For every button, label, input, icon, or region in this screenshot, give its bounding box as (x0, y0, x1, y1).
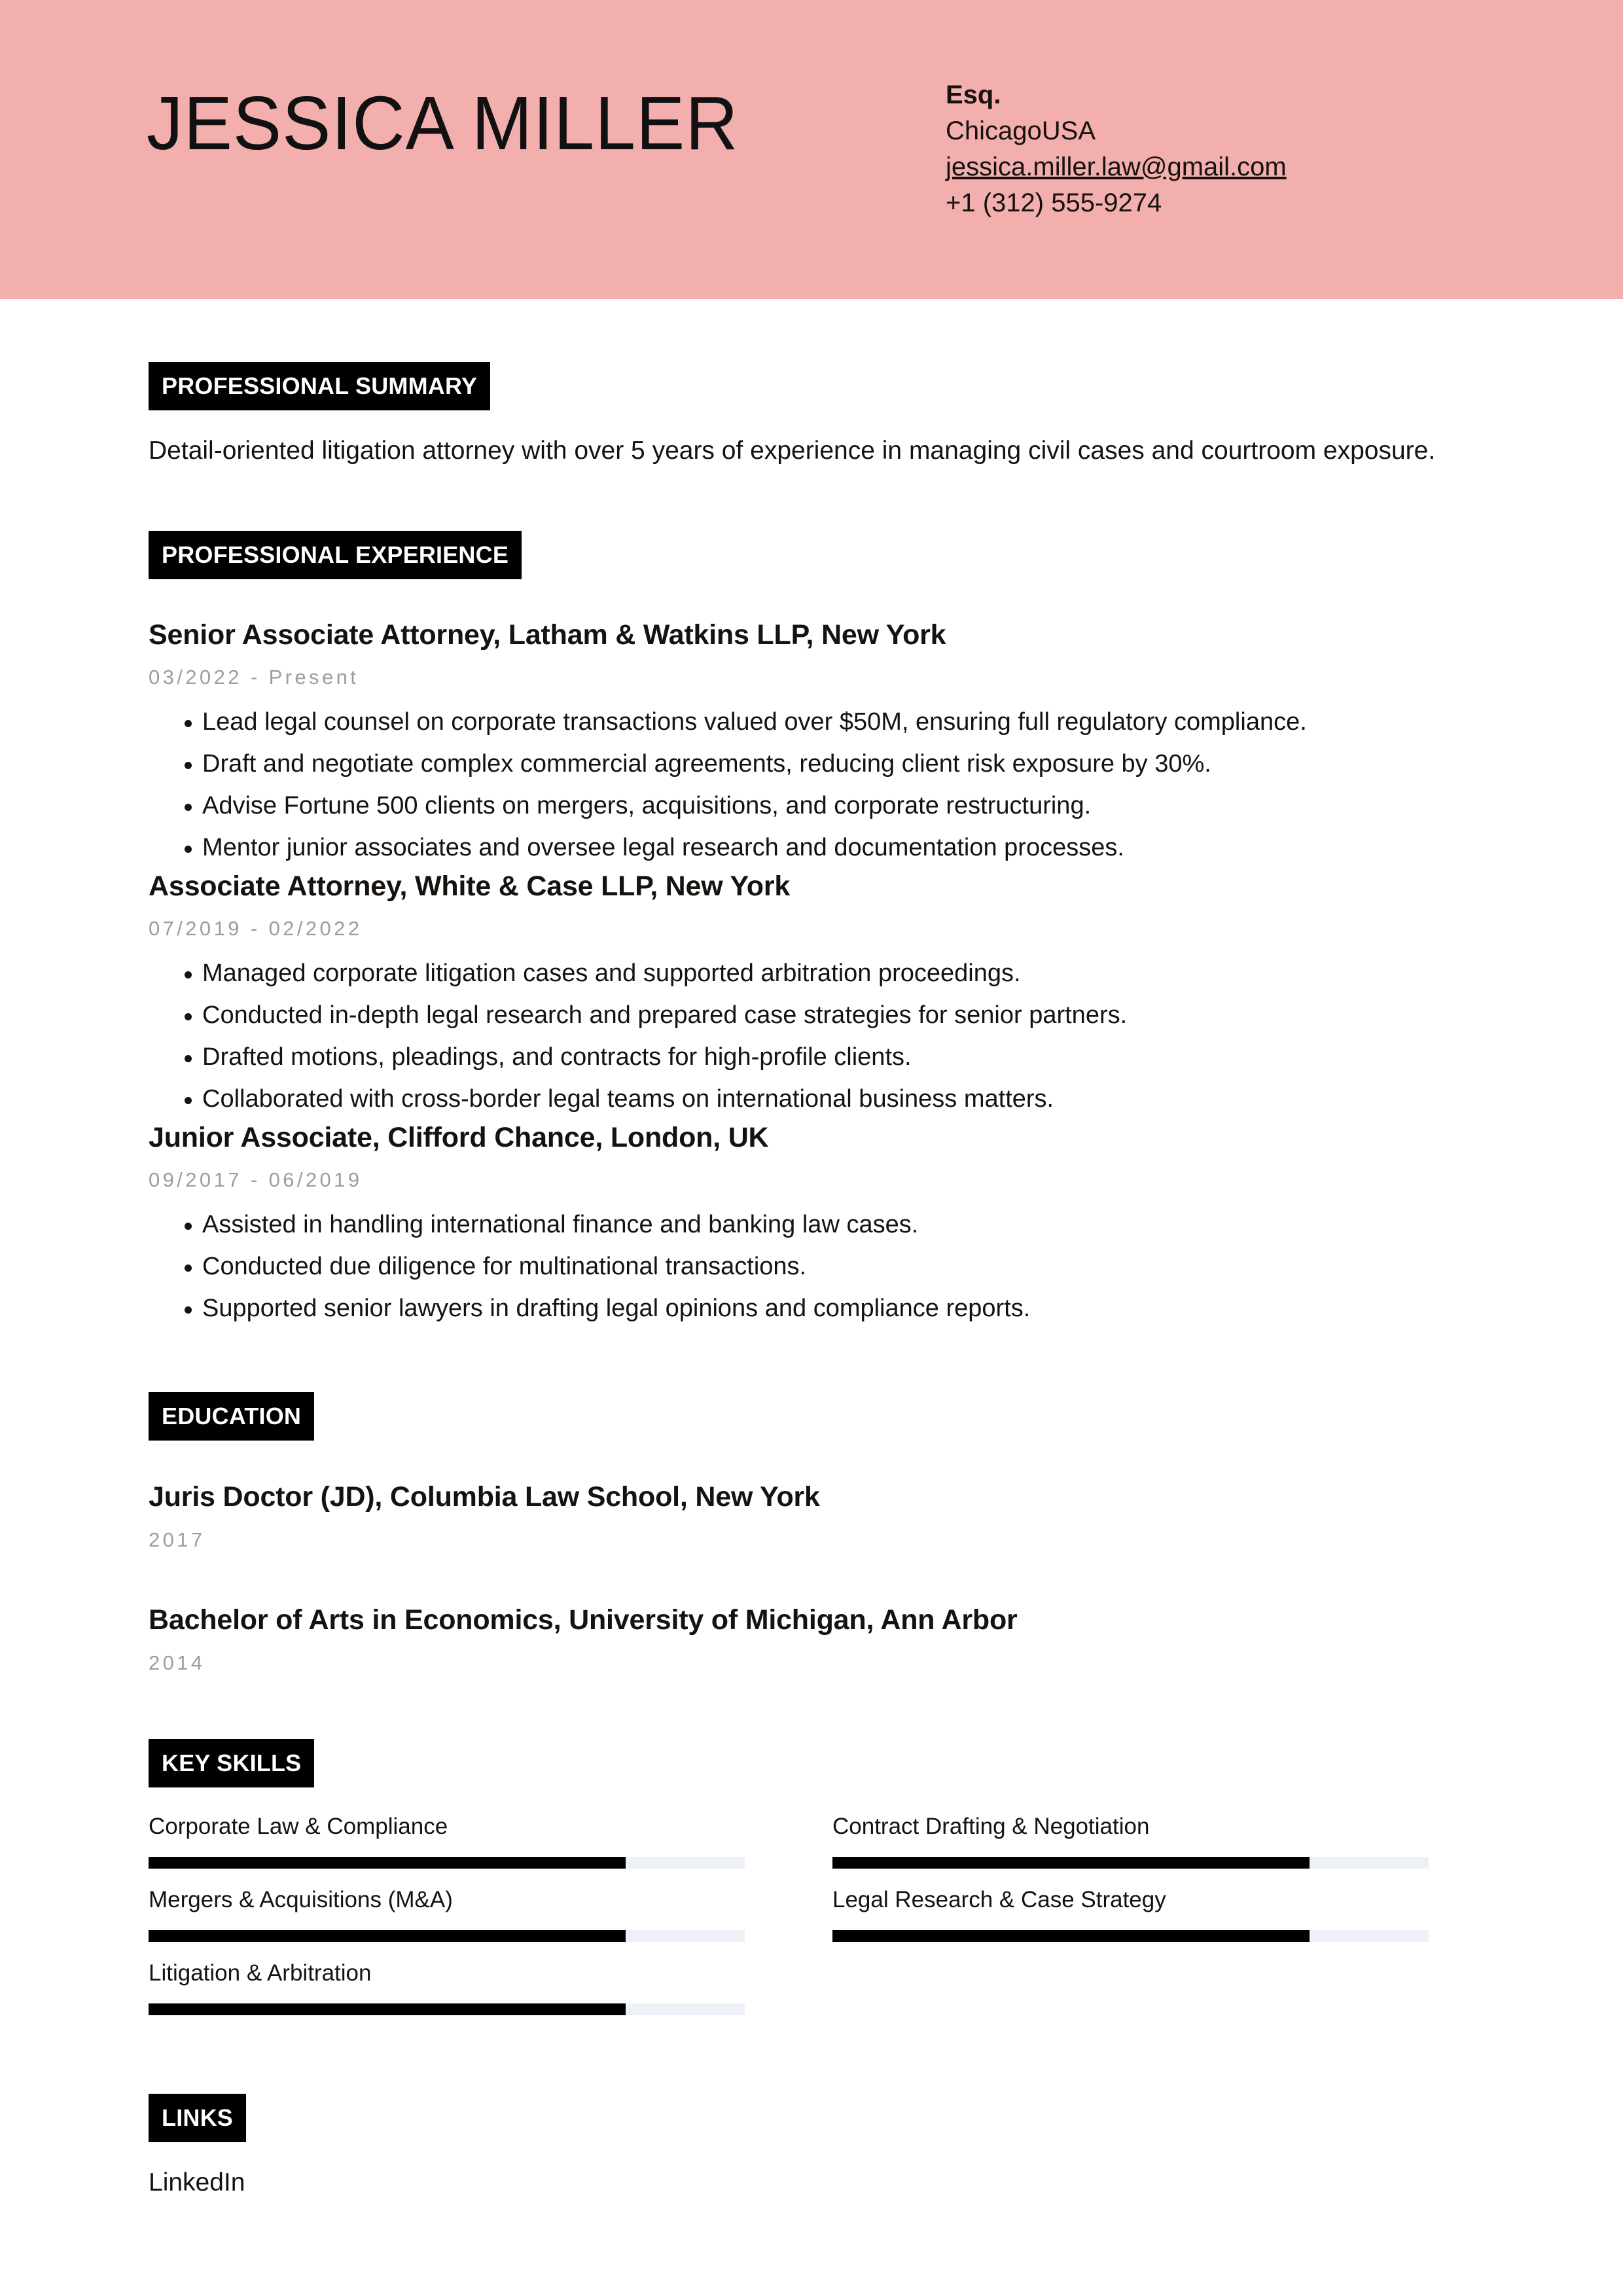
contact-location: ChicagoUSA (946, 117, 1096, 145)
skill-item (149, 1958, 759, 2015)
education-date: 2017 (149, 1528, 205, 1551)
skill-progress-fill (149, 2003, 626, 2015)
job-bullet: Drafted motions, pleadings, and contracts for high-profile clients. (149, 1036, 1477, 1078)
job-bullet: Conducted in-depth legal research and prepared case strategies for senior partners. (149, 994, 1477, 1036)
education-title: Juris Doctor (JD), Columbia Law School, New York (149, 1481, 820, 1513)
section-education (149, 1392, 1477, 1676)
skill-label: Contract Drafting & Negotiation (832, 1814, 1150, 1839)
job-bullet-list (149, 952, 1477, 1120)
page-title: JESSICA MILLER (147, 81, 739, 166)
job-date: 03/2022 - Present (149, 666, 359, 689)
section-heading-summary: PROFESSIONAL SUMMARY (149, 362, 490, 410)
spacer (149, 1553, 1477, 1602)
contact-block (946, 77, 1574, 221)
contact-title: Esq. (946, 81, 1001, 109)
job-bullet: Lead legal counsel on corporate transactions valued over $50M, ensuring full regulatory compliance. (149, 701, 1477, 743)
skill-progress-fill (149, 1930, 626, 1942)
skill-progress-track (832, 1930, 1429, 1942)
skill-progress-track (149, 1930, 745, 1942)
section-heading-links: LINKS (149, 2094, 246, 2142)
skill-label: Litigation & Arbitration (149, 1960, 372, 1986)
skills-column-left (149, 1811, 759, 2031)
section-key-skills (149, 1739, 1477, 2031)
job-bullet: Collaborated with cross-border legal teams on international business matters. (149, 1078, 1477, 1120)
spacer (149, 1329, 1477, 1392)
skill-item (149, 1811, 759, 1869)
skill-progress-fill (832, 1857, 1310, 1869)
section-professional-summary (149, 362, 1477, 468)
job-title: Senior Associate Attorney, Latham & Watkins LLP, New York (149, 619, 946, 651)
skill-item (149, 1884, 759, 1942)
skill-progress-fill (149, 1857, 626, 1869)
job-bullet: Assisted in handling international finance and banking law cases. (149, 1204, 1477, 1246)
job-bullet: Mentor junior associates and oversee legal research and documentation processes. (149, 827, 1477, 869)
spacer (149, 579, 1477, 617)
section-links (149, 2094, 1477, 2200)
job-bullet-list (149, 701, 1477, 869)
section-heading-education: EDUCATION (149, 1392, 314, 1441)
job-bullet: Conducted due diligence for multinational transactions. (149, 1246, 1477, 1287)
skill-label: Legal Research & Case Strategy (832, 1887, 1166, 1912)
section-heading-experience: PROFESSIONAL EXPERIENCE (149, 531, 522, 579)
section-heading-skills: KEY SKILLS (149, 1739, 314, 1787)
skill-item (832, 1884, 1443, 1942)
section-professional-experience (149, 531, 1477, 1329)
summary-text: Detail-oriented litigation attorney with over 5 years of experience in managing civil cases and courtroom exposure. (149, 437, 1436, 465)
job-bullet: Advise Fortune 500 clients on mergers, acquisitions, and corporate restructuring. (149, 785, 1477, 827)
skill-item (832, 1811, 1443, 1869)
spacer (149, 1676, 1477, 1739)
spacer (149, 2031, 1477, 2094)
resume-header (0, 0, 1623, 299)
spacer (149, 468, 1477, 531)
job-title: Junior Associate, Clifford Chance, London, UK (149, 1122, 769, 1153)
contact-email-link[interactable]: jessica.miller.law@gmail.com (946, 152, 1287, 181)
skill-progress-track (832, 1857, 1429, 1869)
job-date: 07/2019 - 02/2022 (149, 917, 363, 940)
skill-label: Corporate Law & Compliance (149, 1814, 448, 1839)
skill-progress-track (149, 2003, 745, 2015)
skill-progress-fill (832, 1930, 1310, 1942)
spacer (149, 1441, 1477, 1479)
spacer (149, 299, 1477, 362)
education-title: Bachelor of Arts in Economics, University of Michigan, Ann Arbor (149, 1604, 1018, 1636)
link-linkedin[interactable]: LinkedIn (149, 2168, 245, 2197)
experience-item (149, 617, 1477, 869)
skill-label: Mergers & Acquisitions (M&A) (149, 1887, 453, 1912)
job-bullet: Supported senior lawyers in drafting legal opinions and compliance reports. (149, 1287, 1477, 1329)
education-item (149, 1479, 1477, 1553)
skill-progress-track (149, 1857, 745, 1869)
experience-item (149, 1120, 1477, 1329)
resume-body (149, 299, 1477, 2200)
job-title: Associate Attorney, White & Case LLP, New York (149, 870, 791, 902)
job-bullet: Draft and negotiate complex commercial agreements, reducing client risk exposure by 30%. (149, 743, 1477, 785)
skills-column-right (832, 1811, 1443, 2031)
job-bullet-list (149, 1204, 1477, 1329)
job-bullet: Managed corporate litigation cases and supported arbitration proceedings. (149, 952, 1477, 994)
contact-phone: +1 (312) 555-9274 (946, 188, 1162, 217)
education-item (149, 1602, 1477, 1676)
job-date: 09/2017 - 06/2019 (149, 1168, 363, 1191)
experience-item (149, 869, 1477, 1120)
education-date: 2014 (149, 1651, 205, 1674)
skills-grid (149, 1811, 1477, 2031)
